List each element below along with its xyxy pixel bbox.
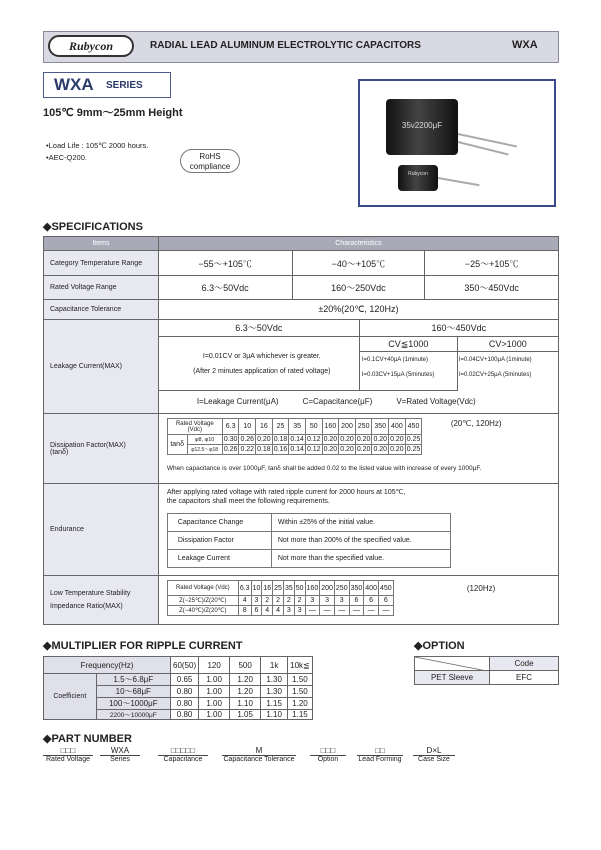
df-val: 0.20 bbox=[340, 446, 354, 453]
option-code-label: Code bbox=[490, 657, 559, 671]
part-code: □□□□□ bbox=[170, 746, 196, 755]
df-note: When capacitance is over 1000μF, tanδ shall be added 0.02 to the listed value with increase of every 1000μF. bbox=[166, 465, 482, 472]
part-lead-forming bbox=[357, 746, 403, 763]
lt-val: 3 bbox=[251, 596, 262, 606]
option-diag-cell bbox=[415, 657, 490, 671]
lt-volt: 25 bbox=[273, 581, 284, 596]
part-heading: ◆PART NUMBER bbox=[43, 733, 132, 745]
leak-h1: 6.3〜50Vdc bbox=[159, 320, 360, 337]
leak-left-box bbox=[159, 337, 360, 391]
lt-val: 4 bbox=[273, 606, 284, 616]
lt-val: 3 bbox=[334, 596, 349, 606]
ripple-range: 10〜68μF bbox=[96, 686, 170, 698]
part-code: □□□ bbox=[320, 746, 336, 755]
lt-volt: 200 bbox=[320, 581, 335, 596]
lowtemp-label bbox=[44, 576, 159, 625]
part-label: Rated Voltage bbox=[43, 755, 93, 763]
df-val: 0.30 bbox=[223, 436, 238, 443]
ripple-val: 1.50 bbox=[288, 674, 313, 686]
rohs-sub: compliance bbox=[189, 162, 231, 171]
ripple-val: 1.10 bbox=[261, 710, 288, 720]
endurance-label: Endurance bbox=[44, 484, 159, 576]
endurance-req: Not more than 200% of the specified value. bbox=[271, 532, 450, 550]
part-code: □□ bbox=[375, 746, 385, 755]
df-val: 0.22 bbox=[240, 446, 255, 453]
leak-a2: I=0.03CV+15μA (5minutes) bbox=[361, 372, 435, 378]
ripple-val: 1.30 bbox=[261, 686, 288, 698]
df-volt: 6.3 bbox=[222, 419, 239, 435]
part-case-size bbox=[413, 746, 455, 763]
part-label: Capacitance bbox=[158, 755, 208, 763]
lowtemp-table bbox=[167, 580, 394, 616]
col-items: Items bbox=[44, 237, 159, 251]
lt-val: 4 bbox=[262, 606, 273, 616]
df-val: 0.20 bbox=[390, 446, 404, 453]
df-volt: 450 bbox=[405, 419, 422, 435]
ripple-range: 1.5〜6.8μF bbox=[96, 674, 170, 686]
ripple-val: 1.10 bbox=[230, 698, 261, 710]
ripple-val: 0.80 bbox=[171, 710, 199, 720]
df-val: 0.20 bbox=[323, 436, 338, 443]
option-name: PET Sleeve bbox=[415, 671, 490, 685]
lowtemp-cell bbox=[158, 576, 558, 625]
lt-volt: 400 bbox=[364, 581, 379, 596]
df-val: 0.16 bbox=[273, 446, 288, 453]
df-val: 0.26 bbox=[240, 436, 255, 443]
part-series bbox=[100, 746, 140, 763]
option-table bbox=[414, 656, 559, 685]
ripple-val: 1.30 bbox=[261, 674, 288, 686]
ripple-val: 1.15 bbox=[288, 710, 313, 720]
ripple-val: 1.20 bbox=[230, 674, 261, 686]
part-rated-voltage bbox=[43, 746, 93, 763]
cap-tol-value: ±20%(20℃, 120Hz) bbox=[158, 300, 558, 320]
leak-legend: I=Leakage Current(μA) C=Capacitance(μF) V=Rated Voltage(Vdc) bbox=[196, 397, 476, 406]
lt-volt: 450 bbox=[378, 581, 393, 596]
lt-val: 6 bbox=[251, 606, 262, 616]
ripple-val: 0.80 bbox=[171, 698, 199, 710]
cat-temp-2: −40〜+105℃ bbox=[292, 251, 425, 276]
df-r1: φ8, φ10 bbox=[187, 435, 222, 445]
part-label: Lead Forming bbox=[358, 756, 402, 763]
lt-volt: 35 bbox=[283, 581, 294, 596]
rated-v-2: 160〜250Vdc bbox=[292, 276, 425, 300]
ripple-val: 1.05 bbox=[230, 710, 261, 720]
lt-val: 3 bbox=[305, 596, 320, 606]
series-word: SERIES bbox=[106, 80, 143, 91]
cat-temp-label: Category Temperature Range bbox=[44, 251, 159, 276]
ripple-freq: 60(50) bbox=[171, 657, 199, 674]
endurance-item: Leakage Current bbox=[167, 550, 271, 568]
rohs-text: RoHS bbox=[199, 152, 221, 161]
df-val: 0.12 bbox=[306, 446, 321, 453]
lt-val: 6 bbox=[364, 596, 379, 606]
df-val: 0.18 bbox=[273, 436, 288, 443]
df-volt: 350 bbox=[372, 419, 389, 435]
df-val: 0.18 bbox=[257, 446, 271, 453]
lt-volt: 50 bbox=[294, 581, 305, 596]
lt-val: 2 bbox=[273, 596, 284, 606]
df-volt: 10 bbox=[239, 419, 256, 435]
df-val: 0.20 bbox=[390, 436, 404, 443]
lt-r2: Z(−40℃)/Z(20℃) bbox=[167, 606, 238, 616]
series-code: WXA bbox=[54, 75, 94, 94]
df-val: 0.20 bbox=[373, 446, 388, 453]
df-val: 0.25 bbox=[406, 436, 421, 443]
df-label-2: (tanδ) bbox=[50, 448, 69, 456]
ripple-freq-label: Frequency(Hz) bbox=[44, 657, 171, 674]
part-code: □□□ bbox=[60, 746, 76, 755]
endurance-text-2: the capacitors shall meet the following requirements. bbox=[166, 498, 330, 505]
feature-aec: •AEC-Q200. bbox=[46, 153, 87, 162]
ripple-val: 1.00 bbox=[199, 674, 230, 686]
option-heading: ◆OPTION bbox=[414, 640, 465, 652]
leak-h2: 160〜450Vdc bbox=[359, 320, 559, 337]
df-val: 0.20 bbox=[257, 436, 271, 443]
ripple-val: 1.00 bbox=[199, 698, 230, 710]
df-rv: Rated Voltage (Vdc) bbox=[167, 419, 222, 435]
lt-val: 2 bbox=[283, 596, 294, 606]
part-code: D×L bbox=[426, 746, 442, 755]
df-volt: 400 bbox=[389, 419, 406, 435]
df-val: 0.26 bbox=[223, 446, 238, 453]
ripple-freq: 1k bbox=[261, 657, 288, 674]
lt-val: 3 bbox=[294, 606, 305, 616]
df-val: 0.14 bbox=[290, 436, 304, 443]
lt-condition: (120Hz) bbox=[466, 584, 496, 593]
df-volt: 50 bbox=[305, 419, 322, 435]
df-val: 0.20 bbox=[356, 436, 371, 443]
df-cell bbox=[158, 414, 558, 484]
lt-val: 3 bbox=[283, 606, 294, 616]
ripple-freq: 500 bbox=[230, 657, 261, 674]
lt-volt: 350 bbox=[349, 581, 364, 596]
df-label bbox=[44, 414, 159, 484]
feature-load-life: •Load Life : 105℃ 2000 hours. bbox=[46, 141, 149, 150]
lowtemp-label-2: Impedance Ratio(MAX) bbox=[50, 603, 123, 610]
endurance-req: Not more than the specified value. bbox=[271, 550, 450, 568]
lt-r1: Z(−25℃)/Z(20℃) bbox=[167, 596, 238, 606]
df-table bbox=[167, 418, 423, 455]
capacitor-large-label: 35ν2200μF bbox=[401, 121, 443, 130]
df-val: 0.20 bbox=[323, 446, 338, 453]
endurance-cell bbox=[158, 484, 558, 576]
ripple-val: 1.20 bbox=[230, 686, 261, 698]
leak-a1: I=0.1CV+40μA (1minute) bbox=[361, 357, 428, 363]
lt-volt: 6.3 bbox=[238, 581, 251, 596]
df-volt: 25 bbox=[272, 419, 289, 435]
lt-val: — bbox=[349, 606, 364, 616]
ripple-coef-label: Coefficient bbox=[44, 674, 97, 720]
lt-val: 4 bbox=[238, 596, 251, 606]
df-volt: 160 bbox=[322, 419, 339, 435]
capacitor-lead bbox=[438, 177, 480, 186]
lt-val: 3 bbox=[320, 596, 335, 606]
lt-val: — bbox=[305, 606, 320, 616]
col-characteristics: Characteristics bbox=[158, 237, 558, 251]
df-volt: 16 bbox=[256, 419, 273, 435]
product-photo bbox=[358, 79, 556, 207]
df-r2: φ12.5〜φ18 bbox=[187, 445, 222, 455]
ripple-val: 1.00 bbox=[199, 686, 230, 698]
lt-val: 6 bbox=[349, 596, 364, 606]
diagonal-line bbox=[415, 657, 487, 671]
spec-heading: ◆SPECIFICATIONS bbox=[43, 221, 143, 233]
lt-volt: 16 bbox=[262, 581, 273, 596]
leak-label: Leakage Current(MAX) bbox=[44, 320, 159, 414]
ripple-val: 0.80 bbox=[171, 686, 199, 698]
df-val: 0.12 bbox=[306, 436, 321, 443]
ripple-val: 1.15 bbox=[261, 698, 288, 710]
df-val: 0.20 bbox=[373, 436, 388, 443]
ripple-val: 1.00 bbox=[199, 710, 230, 720]
leak-cell bbox=[158, 320, 558, 414]
ripple-range: 2200〜10000μF bbox=[96, 710, 170, 720]
lt-val: 6 bbox=[378, 596, 393, 606]
df-val: 0.14 bbox=[290, 446, 304, 453]
lt-volt: 250 bbox=[334, 581, 349, 596]
lt-val: — bbox=[334, 606, 349, 616]
capacitor-large bbox=[386, 99, 458, 155]
ripple-freq: 10k≦ bbox=[288, 657, 313, 674]
ripple-val: 1.20 bbox=[288, 698, 313, 710]
ripple-freq: 120 bbox=[199, 657, 230, 674]
df-val: 0.20 bbox=[340, 436, 354, 443]
capacitor-small-label: Rubycon bbox=[408, 171, 428, 177]
endurance-item: Dissipation Factor bbox=[167, 532, 271, 550]
rated-v-3: 350〜450Vdc bbox=[425, 276, 559, 300]
option-value: EFC bbox=[490, 671, 559, 685]
part-code: WXA bbox=[110, 746, 130, 755]
header-title: RADIAL LEAD ALUMINUM ELECTROLYTIC CAPACITORS bbox=[150, 40, 421, 51]
leak-cv2: CV>1000 bbox=[457, 337, 559, 352]
lt-rv: Rated Voltage (Vdc) bbox=[167, 581, 238, 596]
df-volt: 250 bbox=[355, 419, 372, 435]
df-label-1: Dissipation Factor(MAX) bbox=[50, 441, 126, 449]
ripple-table bbox=[43, 656, 313, 720]
lt-val: 2 bbox=[262, 596, 273, 606]
part-cap-tolerance bbox=[222, 746, 296, 763]
lt-volt: 10 bbox=[251, 581, 262, 596]
endurance-table bbox=[167, 513, 451, 568]
lt-val: — bbox=[364, 606, 379, 616]
cat-temp-3: −25〜+105℃ bbox=[425, 251, 559, 276]
df-volt: 200 bbox=[339, 419, 356, 435]
part-capacitance bbox=[158, 746, 208, 763]
ripple-range: 100〜1000μF bbox=[96, 698, 170, 710]
lt-volt: 160 bbox=[305, 581, 320, 596]
leak-cv1: CV≦1000 bbox=[359, 337, 458, 352]
rohs-badge bbox=[180, 149, 240, 173]
series-subtitle: 105℃ 9mm〜25mm Height bbox=[43, 107, 183, 119]
leak-b1: I=0.04CV+100μA (1minute) bbox=[458, 357, 532, 363]
part-option bbox=[310, 746, 346, 763]
endurance-item: Capacitance Change bbox=[167, 514, 271, 532]
rated-v-1: 6.3〜50Vdc bbox=[158, 276, 292, 300]
leak-l2: (After 2 minutes application of rated voltage) bbox=[193, 368, 331, 375]
ripple-val: 1.50 bbox=[288, 686, 313, 698]
df-val: 0.20 bbox=[356, 446, 371, 453]
leak-b2: I=0.02CV+25μA (5minutes) bbox=[458, 372, 532, 378]
lowtemp-label-1: Low Temperature Stability bbox=[50, 590, 131, 597]
part-label: Capacitance Tolerance bbox=[223, 756, 295, 763]
df-volt: 35 bbox=[289, 419, 306, 435]
rated-v-label: Rated Voltage Range bbox=[44, 276, 159, 300]
lt-val: — bbox=[378, 606, 393, 616]
df-val: 0.25 bbox=[406, 446, 421, 453]
ripple-heading: ◆MULTIPLIER FOR RIPPLE CURRENT bbox=[43, 640, 243, 652]
part-label: Series bbox=[100, 755, 140, 763]
part-code: M bbox=[255, 746, 263, 755]
part-label: Option bbox=[310, 755, 346, 763]
df-tan: tanδ bbox=[167, 435, 187, 455]
part-label: Case Size bbox=[413, 755, 455, 763]
lt-val: — bbox=[320, 606, 335, 616]
endurance-text-1: After applying rated voltage with rated ripple current for 2000 hours at 105℃, bbox=[166, 489, 406, 496]
lt-val: 8 bbox=[238, 606, 251, 616]
spec-table bbox=[43, 236, 559, 625]
leak-l1: I=0.01CV or 3μA whichever is greater. bbox=[202, 353, 321, 360]
lt-val: 2 bbox=[294, 596, 305, 606]
cat-temp-1: −55〜+105℃ bbox=[158, 251, 292, 276]
capacitor-small bbox=[398, 165, 438, 191]
rubycon-logo: Rubycon bbox=[48, 35, 134, 57]
endurance-req: Within ±25% of the initial value. bbox=[271, 514, 450, 532]
cap-tol-label: Capacitance Tolerance bbox=[44, 300, 159, 320]
ripple-val: 0.65 bbox=[171, 674, 199, 686]
df-condition: (20℃, 120Hz) bbox=[450, 419, 502, 428]
header-series: WXA bbox=[512, 39, 538, 51]
